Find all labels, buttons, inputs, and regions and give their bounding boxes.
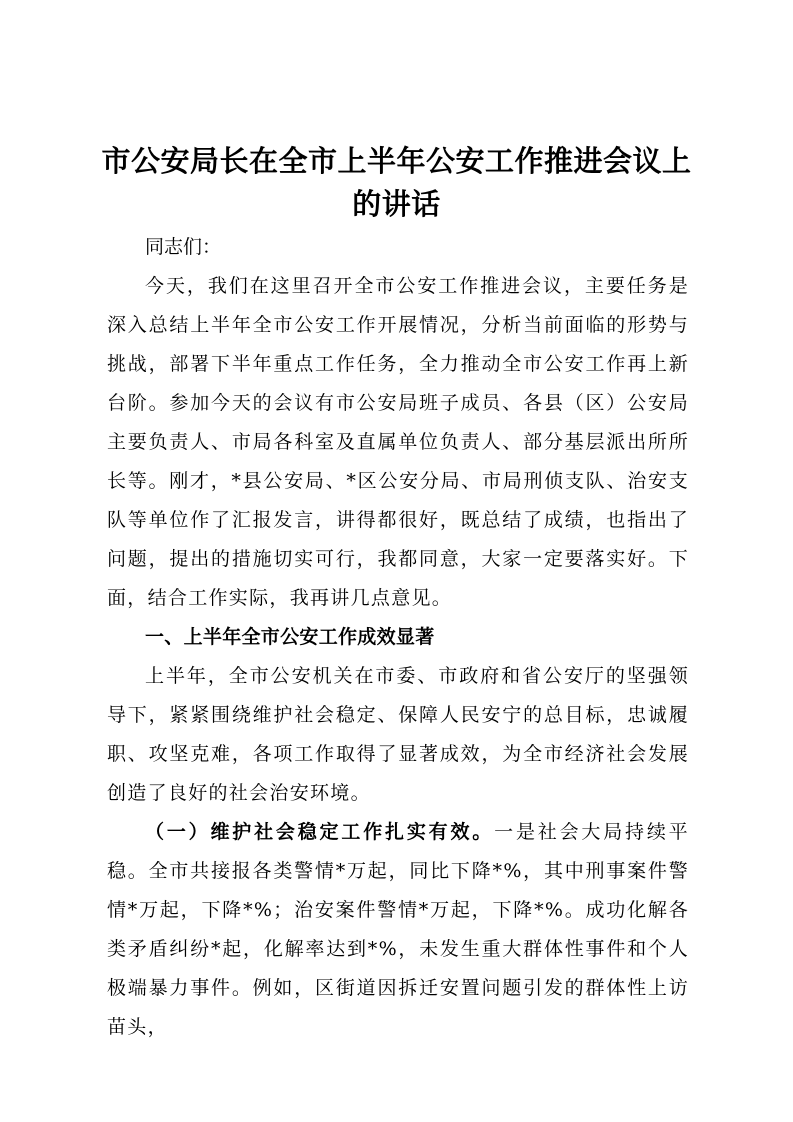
section1-intro-paragraph: 上半年，全市公安机关在市委、市政府和省公安厅的坚强领导下，紧紧围绕维护社会稳定、保障人民安宁的总目标，忠诚履职、攻坚克难，各项工作取得了显著成效，为全市经济社会发展创造了良好的社会治安环境。 [107, 665, 689, 804]
intro-paragraph: 今天，我们在这里召开全市公安工作推进会议，主要任务是深入总结上半年全市公安工作开展情况，分析当前面临的形势与挑战，部署下半年重点工作任务，全力推动全市公安工作再上新台阶。参加今天的会议有市公安局班子成员、各县（区）公安局主要负责人、市局各科室及直属单位负责人、部分基层派出所所长等。刚才，*县公安局、*区公安分局、市局刑侦支队、治安支队等单位作了汇报发言，讲得都很好，既总结了成绩，也指出了问题，提出的措施切实可行，我都同意，大家一定要落实好。下面，结合工作实际，我再讲几点意见。 [107, 275, 689, 609]
document-title: 市公安局长在全市上半年公安工作推进会议上的讲话 [101, 144, 692, 221]
subsection-heading-1: （一）维护社会稳定工作扎实有效。 [145, 821, 495, 843]
greeting-paragraph: 同志们： [145, 236, 222, 258]
subsection1-text: 一是社会大局持续平稳。全市共接报各类警情*万起，同比下降*%，其中刑事案件警情*万起，下降*%；治安案件警情*万起，下降*%。成功化解各类矛盾纠纷*起，化解率达到*%，未发生重大群体性事件和个人极端暴力事件。例如，区街道因拆迁安置问题引发的群体性上访苗头， [107, 821, 689, 1038]
document-body [107, 228, 689, 1047]
section-heading-1: 一、上半年全市公安工作成效显著 [145, 626, 435, 648]
subsection1-paragraph [107, 813, 689, 1047]
